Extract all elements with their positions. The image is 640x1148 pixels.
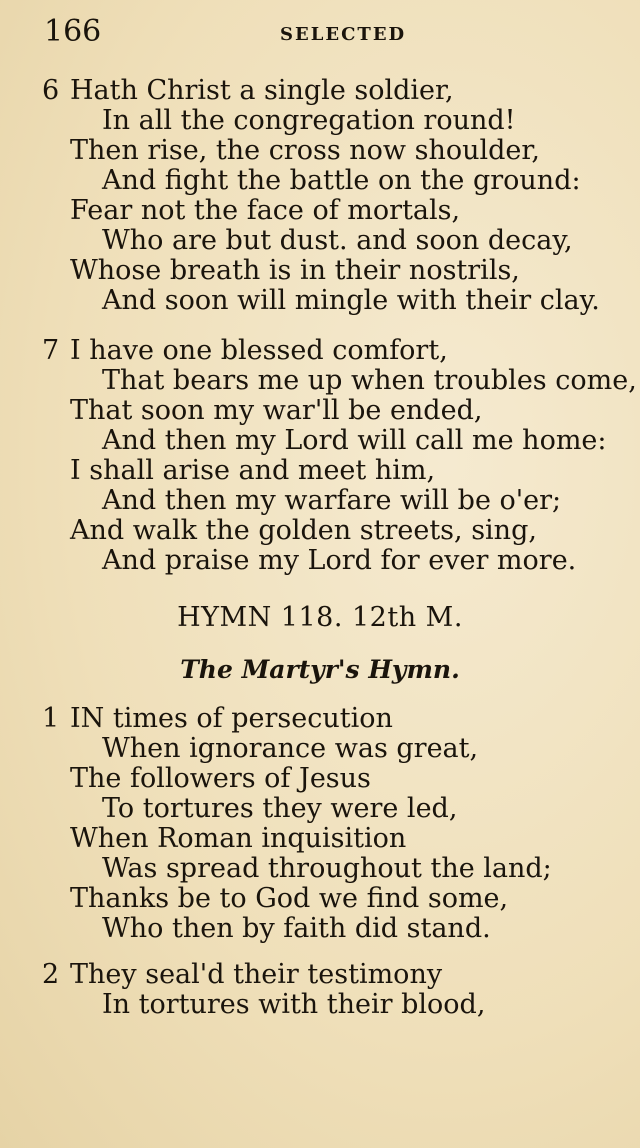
verse-number: 7 [42,335,60,366]
hymn-title: HYMN 118. 12th M. [177,602,463,633]
hymn-line: Thanks be to God we find some, [70,883,509,914]
hymn-line: Was spread throughout the land; [102,853,552,884]
hymn-line: Whose breath is in their nostrils, [70,255,520,286]
verse-number: 2 [42,959,60,990]
hymn-line: Then rise, the cross now shoulder, [70,135,540,166]
hymn-line: Who are but dust. and soon decay, [102,225,573,256]
hymn-line: They seal'd their testimony [70,959,443,990]
hymn-line: IN times of persecution [70,703,393,734]
hymn-line: And praise my Lord for ever more. [102,545,577,576]
page-number: 166 [44,14,102,49]
hymn-line: The followers of Jesus [70,763,371,794]
hymn-line: When Roman inquisition [70,823,407,854]
hymn-line: That bears me up when troubles come, [102,365,637,396]
hymn-line: That soon my war'll be ended, [70,395,483,426]
hymn-line: To tortures they were led, [102,793,458,824]
hymn-line: I have one blessed comfort, [70,335,448,366]
hymn-line: And walk the golden streets, sing, [70,515,537,546]
hymn-line: Who then by faith did stand. [102,913,491,944]
hymn-subtitle: The Martyr's Hymn. [180,655,460,684]
hymn-line: And fight the battle on the ground: [102,165,581,196]
hymn-line: Hath Christ a single soldier, [70,75,454,106]
hymn-line: And then my warfare will be o'er; [102,485,562,516]
running-head: SELECTED [280,24,407,45]
hymn-line: In all the congregation round! [102,105,516,136]
page-header [44,14,600,54]
hymn-line: In tortures with their blood, [102,989,486,1020]
hymn-line: And then my Lord will call me home: [102,425,607,456]
hymn-line: I shall arise and meet him, [70,455,436,486]
hymn-line: Fear not the face of mortals, [70,195,461,226]
verse-number: 6 [42,75,60,106]
verse-number: 1 [42,703,60,734]
hymn-line: And soon will mingle with their clay. [102,285,600,316]
hymn-line: When ignorance was great, [102,733,479,764]
